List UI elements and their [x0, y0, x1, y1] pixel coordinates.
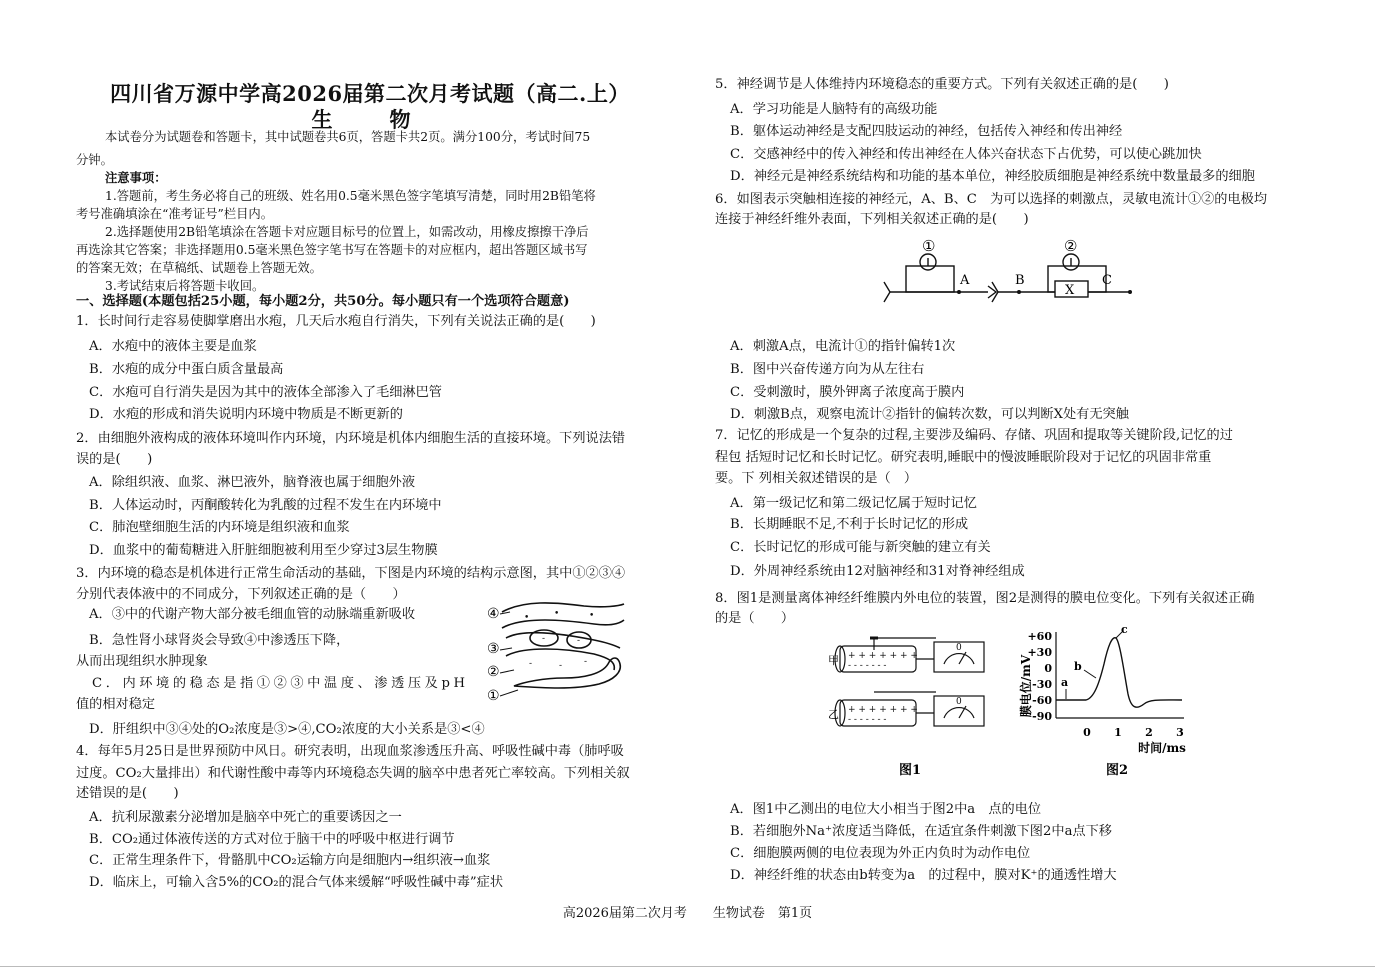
option: B．急性肾小球肾炎会导致④中渗透压下降，	[89, 633, 350, 648]
y-tick: -90	[1032, 710, 1052, 723]
option: C．水疱可自行消失是因为其中的液体全部渗入了毛细淋巴管	[89, 385, 442, 400]
setup-label: 乙	[828, 708, 839, 721]
svg-text:0: 0	[956, 643, 962, 653]
figure-caption: 图1	[899, 763, 922, 778]
option: B．人体运动时，丙酮酸转化为乳酸的过程不发生在内环境中	[89, 498, 442, 513]
y-tick: +30	[1027, 646, 1052, 659]
question-stem: 误的是( )	[76, 452, 153, 467]
page-bottom-line	[0, 966, 1375, 967]
intro-line: 分钟。	[76, 153, 113, 167]
notice-line: 1.答题前，考生务必将自己的班级、姓名用0.5毫米黑色签字笔填写清楚，同时用2B铅笔将	[105, 189, 596, 203]
meter-label: ①	[922, 237, 936, 255]
option: B．水疱的成分中蛋白质含量最高	[89, 362, 284, 377]
point-label: C	[1102, 273, 1112, 288]
setup-label: 甲	[828, 654, 839, 667]
y-tick: -60	[1032, 694, 1052, 707]
svg-text:+ + + + + + +: + + + + + + +	[848, 705, 918, 715]
svg-text:•: •	[524, 613, 530, 623]
question-stem: 8．图1是测量离体神经纤维膜内外电位的装置，图2是测得的膜电位变化。下列有关叙述正确	[715, 591, 1255, 606]
question-stem: 的是（ ）	[715, 611, 795, 626]
synapse-label: X	[1065, 283, 1075, 298]
question-stem: 3．内环境的稳态是机体进行正常生命活动的基础，下图是内环境的结构示意图，其中①②③④	[76, 566, 626, 581]
option: C．正常生理条件下，骨骼肌中CO₂运输方向是细胞内→组织液→血浆	[89, 853, 491, 868]
option: D．血浆中的葡萄糖进入肝脏细胞被利用至少穿过3层生物膜	[89, 543, 438, 558]
option-continued: 值的相对稳定	[76, 697, 156, 712]
question-stem: 要。下 列相关叙述错误的是（ ）	[715, 471, 918, 486]
question-stem: 7．记忆的形成是一个复杂的过程,主要涉及编码、存储、巩固和提取等关键阶段,记忆的过	[715, 428, 1233, 443]
option: C．受刺激时，膜外钾离子浓度高于膜内	[730, 385, 965, 400]
svg-text:- - - - - - -: - - - - - - -	[848, 661, 887, 671]
notice-line: 的答案无效；在草稿纸、试题卷上答题无效。	[76, 261, 322, 275]
notice-line: 考号准确填涂在“准考证号”栏目内。	[76, 207, 274, 221]
option: A．图1中乙测出的电位大小相当于图2中a 点的电位	[730, 802, 1042, 817]
y-tick: 0	[1044, 662, 1052, 675]
fig-label: ②	[487, 664, 500, 680]
x-axis-label: 时间/ms	[1138, 741, 1186, 755]
svg-text:-: -	[559, 661, 563, 671]
x-tick: 2	[1145, 726, 1153, 739]
tissue-fluid-diagram	[484, 598, 634, 708]
question-stem: 2．由细胞外液构成的液体环境叫作内环境，内环境是机体内细胞生活的直接环境。下列说法错	[76, 431, 626, 446]
option: A．第一级记忆和第二级记忆属于短时记忆	[730, 496, 977, 511]
option: C．肺泡壁细胞生活的内环境是组织液和血浆	[89, 520, 350, 535]
notice-line: 3.考试结束后将答题卡收回。	[105, 279, 265, 293]
meter-label: ②	[1064, 237, 1078, 255]
option: C．交感神经中的传入神经和传出神经在人体兴奋状态下占优势，可以使心跳加快	[730, 147, 1202, 162]
x-tick: 0	[1083, 726, 1091, 739]
svg-text:-: -	[542, 634, 546, 644]
svg-text:-: -	[529, 659, 533, 669]
option: A．除组织液、血浆、淋巴液外，脑脊液也属于细胞外液	[89, 475, 416, 490]
question-stem: 述错误的是( )	[76, 786, 179, 801]
option: D．刺激B点，观察电流计②指针的偏转次数，可以判断X处有无突触	[730, 407, 1129, 422]
option-continued: 从而出现组织水肿现象	[76, 654, 208, 669]
subject-title: 生 物	[311, 107, 429, 132]
notice-line: 再选涂其它答案；非选择题用0.5毫米黑色签字笔书写在答题卡的对应框内，超出答题区域书写	[76, 243, 588, 257]
svg-text:+ + + + + + +: + + + + + + +	[848, 651, 918, 661]
option: D．神经元是神经系统结构和功能的基本单位，神经胶质细胞是神经系统中数量最多的细胞	[730, 169, 1255, 184]
option: D．神经纤维的状态由b转变为a 的过程中，膜对K⁺的通透性增大	[730, 868, 1117, 883]
point-label: B	[1015, 273, 1025, 288]
question-stem: 5．神经调节是人体维持内环境稳态的重要方式。下列有关叙述正确的是( )	[715, 77, 1169, 92]
svg-text:•: •	[554, 609, 560, 619]
x-tick: 1	[1114, 726, 1122, 739]
option: B．CO₂通过体液传送的方式对位于脑干中的呼吸中枢进行调节	[89, 832, 455, 847]
option: B．长期睡眠不足,不利于长时记忆的形成	[730, 517, 969, 532]
option: D．水疱的形成和消失说明内环境中物质是不断更新的	[89, 407, 403, 422]
section-heading: 一、选择题(本题包括25小题，每小题2分，共50分。每小题只有一个选项符合题意)	[76, 294, 570, 309]
svg-text:•: •	[589, 611, 595, 621]
fig-label: ①	[487, 688, 500, 704]
intro-line: 本试卷分为试题卷和答题卡，其中试题卷共6页，答题卡共2页。满分100分，考试时间75	[105, 130, 591, 144]
point-label: b	[1074, 660, 1082, 673]
notice-title: 注意事项：	[105, 170, 167, 185]
option: C．长时记忆的形成可能与新突触的建立有关	[730, 540, 991, 555]
option: A．学习功能是人脑特有的高级功能	[730, 102, 938, 117]
option: A．刺激A点，电流计①的指针偏转1次	[730, 339, 956, 354]
question-stem: 过度。CO₂大量排出）和代谢性酸中毒等内环境稳态失调的脑卒中患者死亡率较高。下列相关叙	[76, 766, 630, 781]
y-axis-label: 膜电位/mV	[1019, 654, 1033, 718]
point-label: c	[1121, 624, 1128, 636]
question-stem: 1．长时间行走容易使脚掌磨出水疱，几天后水疱自行消失，下列有关说法正确的是( )	[76, 314, 596, 329]
question-stem: 4．每年5月25日是世界预防中风日。研究表明，出现血浆渗透压升高、呼吸性碱中毒（肺呼吸	[76, 744, 624, 759]
option: B．图中兴奋传递方向为从左往右	[730, 362, 925, 377]
notice-line: 2.选择题使用2B铅笔填涂在答题卡对应题目标号的位置上，如需改动，用橡皮擦擦干净后	[105, 225, 589, 239]
membrane-potential-apparatus	[826, 628, 1006, 778]
point-label: A	[960, 273, 970, 288]
point-label: a	[1061, 676, 1069, 689]
question-stem: 6．如图表示突触相连接的神经元，A、B、C 为可以选择的刺激点，灵敏电流计①②的电极均	[715, 192, 1268, 207]
question-stem: 连接于神经纤维外表面，下列相关叙述正确的是( )	[715, 212, 1029, 227]
svg-text:-: -	[584, 657, 588, 667]
figure-caption: 图2	[1105, 763, 1129, 778]
svg-text:0: 0	[956, 697, 962, 707]
y-tick: +60	[1027, 630, 1052, 643]
svg-text:- - - - - - -: - - - - - - -	[848, 715, 887, 725]
option: D．肝组织中③④处的O₂浓度是③>④,CO₂浓度的大小关系是③<④	[89, 722, 485, 737]
option: A．③中的代谢产物大部分被毛细血管的动脉端重新吸收	[89, 607, 416, 622]
svg-text:-: -	[577, 636, 581, 646]
option: C．细胞膜两侧的电位表现为外正内负时为动作电位	[730, 846, 1031, 861]
question-stem: 分别代表体液中的不同成分，下列叙述正确的是（ ）	[76, 587, 406, 602]
fig-label: ④	[487, 606, 500, 622]
synapse-diagram	[880, 236, 1140, 306]
y-tick: -30	[1032, 678, 1052, 691]
page-footer: 高2026届第二次月考 生物试卷 第1页	[562, 906, 813, 921]
x-tick: 3	[1176, 726, 1184, 739]
option: A．水疱中的液体主要是血浆	[89, 339, 257, 354]
option: B．躯体运动神经是支配四肢运动的神经，包括传入神经和传出神经	[730, 124, 1123, 139]
fig-label: ③	[487, 641, 500, 657]
option: A．抗利尿激素分泌增加是脑卒中死亡的重要诱因之一	[89, 810, 402, 825]
option: D．外周神经系统由12对脑神经和31对脊神经组成	[730, 564, 1025, 579]
option: C．内环境的稳态是指①②③中温度、渗透压及pH	[92, 676, 469, 691]
exam-title: 四川省万源中学高2026届第二次月考试题（高二.上）	[110, 81, 630, 106]
question-stem: 程包 括短时记忆和长时记忆。研究表明,睡眠中的慢波睡眠阶段对于记忆的巩固非常重	[715, 450, 1212, 465]
membrane-potential-chart	[1004, 624, 1194, 780]
option: D．临床上，可输入含5%的CO₂的混合气体来缓解“呼吸性碱中毒”症状	[89, 875, 504, 890]
option: B．若细胞外Na⁺浓度适当降低，在适宜条件刺激下图2中a点下移	[730, 824, 1112, 839]
